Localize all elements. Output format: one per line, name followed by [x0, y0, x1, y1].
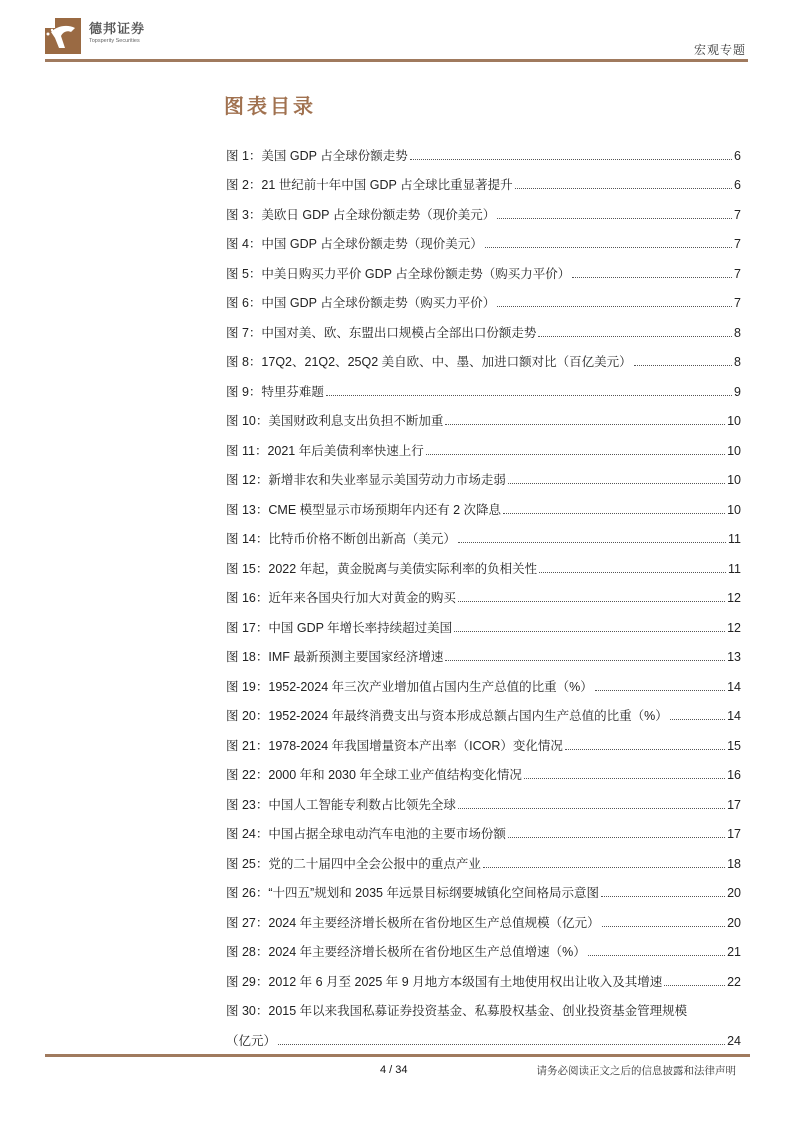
toc-entry-label[interactable]: 图 21：1978-2024 年我国增量资本产出率（ICOR）变化情况	[226, 738, 563, 753]
toc-entry[interactable]	[226, 694, 741, 724]
toc-entry-page[interactable]: 7	[734, 266, 741, 281]
toc-entry-page[interactable]: 18	[727, 856, 741, 871]
toc-entry[interactable]	[226, 664, 741, 694]
toc-entry-label[interactable]: 图 19：1952-2024 年三次产业增加值占国内生产总值的比重（%）	[226, 679, 593, 694]
toc-entry[interactable]	[226, 428, 741, 458]
toc-entry[interactable]	[226, 458, 741, 488]
toc-entry-label[interactable]: 图 6：中国 GDP 占全球份额走势（购买力平价）	[226, 296, 496, 310]
toc-entry-continuation[interactable]	[226, 1018, 741, 1048]
toc-entry[interactable]	[226, 222, 741, 252]
toc-entry-label[interactable]: 图 28：2024 年主要经济增长极所在省份地区生产总值增速（%）	[226, 945, 586, 959]
toc-entry-page[interactable]: 24	[727, 1033, 741, 1048]
toc-entry-label[interactable]: 图 26：“十四五”规划和 2035 年远景目标纲要城镇化空间格局示意图	[226, 886, 599, 900]
toc-entry[interactable]	[226, 605, 741, 635]
toc-entry-label[interactable]: 图 2：21 世纪前十年中国 GDP 占全球比重显著提升	[226, 178, 513, 192]
toc-entry[interactable]	[226, 310, 741, 340]
toc-entry-page[interactable]: 7	[734, 207, 741, 222]
toc-entry[interactable]	[226, 635, 741, 665]
toc-entry-page[interactable]: 15	[727, 738, 741, 753]
toc-entry-label[interactable]: 图 18：IMF 最新预测主要国家经济增速	[226, 650, 444, 664]
toc-entry-label[interactable]: 图 11：2021 年后美债利率快速上行	[226, 443, 424, 458]
toc-entry[interactable]	[226, 281, 741, 311]
leader-dots	[278, 1044, 725, 1045]
toc-entry-page[interactable]: 14	[727, 679, 741, 694]
page-number: 4 / 34	[380, 1064, 408, 1076]
toc-entry[interactable]	[226, 900, 741, 930]
header-divider	[45, 59, 748, 62]
toc-entry-page[interactable]: 10	[727, 473, 741, 487]
toc-entry-label[interactable]: 图 5：中美日购买力平价 GDP 占全球份额走势（购买力平价）	[226, 266, 571, 281]
toc-entry[interactable]	[226, 163, 741, 193]
leader-dots	[524, 778, 725, 779]
toc-entry[interactable]	[226, 133, 741, 163]
toc-entry[interactable]	[226, 517, 741, 547]
toc-entry[interactable]	[226, 753, 741, 783]
toc-entry[interactable]	[226, 930, 741, 960]
logo-name-en: Topsperity Securities	[89, 38, 140, 44]
toc-entry-page[interactable]: 13	[727, 650, 741, 664]
leader-dots	[503, 513, 725, 514]
leader-dots	[485, 247, 732, 248]
leader-dots	[595, 690, 725, 691]
toc-entry-label[interactable]: 图 15：2022 年起，黄金脱离与美债实际利率的负相关性	[226, 561, 538, 576]
toc-entry-page[interactable]: 12	[727, 591, 741, 605]
toc-entry-page[interactable]: 6	[734, 178, 741, 192]
toc-entry[interactable]	[226, 546, 741, 576]
toc-entry-label[interactable]: 图 23：中国人工智能专利数占比领先全球	[226, 797, 456, 812]
toc-entry-page[interactable]: 10	[727, 414, 741, 428]
leader-dots	[515, 188, 732, 189]
page-header	[45, 14, 748, 62]
toc-entry-page[interactable]: 16	[727, 768, 741, 782]
toc-entry-label[interactable]: 图 10：美国财政利息支出负担不断加重	[226, 414, 444, 428]
leader-dots	[497, 306, 732, 307]
toc-entry-label[interactable]: 图 24：中国占据全球电动汽车电池的主要市场份额	[226, 827, 506, 841]
toc-entry-label[interactable]: 图 20：1952-2024 年最终消费支出与资本形成总额占国内生产总值的比重（%）	[226, 709, 668, 723]
leader-dots	[508, 837, 725, 838]
toc-entry-label[interactable]: 图 16：近年来各国央行加大对黄金的购买	[226, 591, 456, 605]
toc-entry-page[interactable]: 9	[734, 384, 741, 399]
toc-entry-label[interactable]: 图 13：CME 模型显示市场预期年内还有 2 次降息	[226, 502, 502, 517]
toc-entry[interactable]	[226, 782, 741, 812]
leader-dots	[445, 424, 725, 425]
leader-dots	[670, 719, 725, 720]
leader-dots	[539, 572, 726, 573]
company-logo-icon	[45, 18, 81, 54]
toc-entry-page[interactable]: 20	[727, 886, 741, 900]
toc-entry-page[interactable]: 22	[727, 974, 741, 989]
toc-entry-page[interactable]: 11	[728, 532, 741, 546]
disclaimer-text: 请务必阅读正文之后的信息披露和法律声明	[536, 1065, 736, 1077]
toc-entry-label[interactable]: 图 25：党的二十届四中全会公报中的重点产业	[226, 856, 481, 871]
toc-entry[interactable]	[226, 959, 741, 989]
leader-dots	[483, 867, 725, 868]
toc-entry-page[interactable]: 17	[727, 797, 741, 812]
leader-dots	[601, 896, 725, 897]
leader-dots	[664, 985, 725, 986]
toc-entry-label[interactable]: 图 9：特里芬难题	[226, 384, 324, 399]
toc-entry[interactable]	[226, 576, 741, 606]
leader-dots	[572, 277, 732, 278]
footer-divider	[45, 1054, 750, 1057]
leader-dots	[634, 365, 732, 366]
toc-entry-page[interactable]: 14	[727, 709, 741, 723]
leader-dots	[588, 955, 725, 956]
leader-dots	[458, 601, 725, 602]
toc-entry-page[interactable]: 8	[734, 355, 741, 369]
toc-entry[interactable]	[226, 871, 741, 901]
leader-dots	[565, 749, 725, 750]
leader-dots	[458, 542, 726, 543]
toc-entry-label[interactable]: 图 14：比特币价格不断创出新高（美元）	[226, 532, 456, 546]
toc-entry-label[interactable]: 图 4：中国 GDP 占全球份额走势（现价美元）	[226, 237, 483, 251]
toc-entry-label[interactable]: 图 22：2000 年和 2030 年全球工业产值结构变化情况	[226, 768, 522, 782]
leader-dots	[458, 808, 725, 809]
toc-entry[interactable]	[226, 340, 741, 370]
leader-dots	[326, 395, 732, 396]
toc-entry[interactable]	[226, 369, 741, 399]
toc-entry[interactable]	[226, 723, 741, 753]
toc-entry-label[interactable]: 图 3：美欧日 GDP 占全球份额走势（现价美元）	[226, 207, 496, 222]
toc-entry-page[interactable]: 17	[727, 827, 741, 841]
toc-entry-page[interactable]: 6	[734, 148, 741, 163]
leader-dots	[508, 483, 725, 484]
logo-name-cn: 德邦证券	[89, 22, 146, 37]
leader-dots	[445, 660, 725, 661]
toc-entry-page[interactable]: 21	[727, 945, 741, 959]
toc-entry-label[interactable]: 图 30：2015 年以来我国私募证券投资基金、私募股权基金、创业投资基金管理规模	[226, 1004, 688, 1018]
leader-dots	[410, 159, 732, 160]
toc-entry-label-cont[interactable]: （亿元）	[226, 1033, 277, 1048]
toc-entry-label[interactable]: 图 17：中国 GDP 年增长率持续超过美国	[226, 620, 453, 635]
toc-entry-label[interactable]: 图 7：中国对美、欧、东盟出口规模占全部出口份额走势	[226, 325, 537, 340]
page-title: 图表目录	[224, 94, 316, 118]
leader-dots	[454, 631, 725, 632]
toc-entry-label[interactable]: 图 8：17Q2、21Q2、25Q2 美自欧、中、墨、加进口额对比（百亿美元）	[226, 355, 632, 369]
leader-dots	[497, 218, 732, 219]
leader-dots	[538, 336, 732, 337]
toc-entry-page[interactable]: 12	[727, 620, 741, 635]
toc-entry[interactable]	[226, 812, 741, 842]
toc-entry[interactable]	[226, 251, 741, 281]
toc-entry-page[interactable]: 10	[727, 502, 741, 517]
toc-entry-page[interactable]: 8	[734, 325, 741, 340]
toc-entry-page[interactable]: 10	[727, 443, 741, 458]
toc-entry-page[interactable]: 20	[727, 915, 741, 930]
toc-entry-label[interactable]: 图 1：美国 GDP 占全球份额走势	[226, 148, 408, 163]
table-of-figures	[226, 133, 741, 1048]
toc-entry-label[interactable]: 图 27：2024 年主要经济增长极所在省份地区生产总值规模（亿元）	[226, 915, 600, 930]
toc-entry-label[interactable]: 图 29：2012 年 6 月至 2025 年 9 月地方本级国有土地使用权出让收入及其增速	[226, 974, 663, 989]
section-label: 宏观专题	[693, 43, 746, 57]
toc-entry-page[interactable]: 11	[728, 561, 741, 576]
toc-entry[interactable]	[226, 487, 741, 517]
toc-entry[interactable]	[226, 989, 741, 1019]
toc-entry[interactable]	[226, 192, 741, 222]
toc-entry-page[interactable]: 7	[734, 237, 741, 251]
toc-entry-label[interactable]: 图 12：新增非农和失业率显示美国劳动力市场走弱	[226, 473, 506, 487]
leader-dots	[426, 454, 725, 455]
toc-entry-page[interactable]: 7	[734, 296, 741, 310]
leader-dots	[602, 926, 725, 927]
toc-entry[interactable]	[226, 841, 741, 871]
toc-entry[interactable]	[226, 399, 741, 429]
